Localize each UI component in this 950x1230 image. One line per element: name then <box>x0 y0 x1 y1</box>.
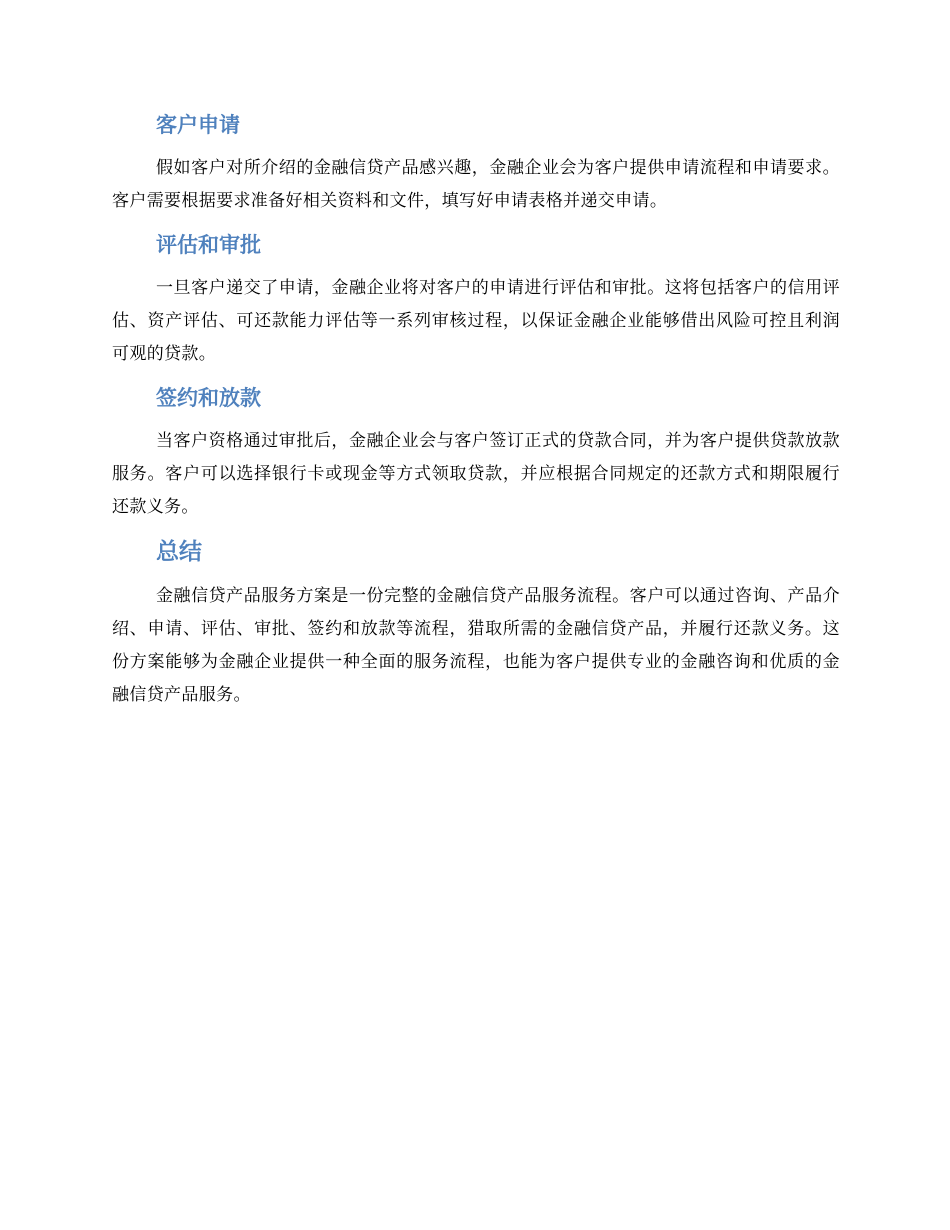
section-paragraph: 一旦客户递交了申请，金融企业将对客户的申请进行评估和审批。这将包括客户的信用评估、资产评估、可还款能力评估等一系列审核过程，以保证金融企业能够借出风险可控且利润可观的贷款。 <box>112 278 840 364</box>
section-heading: 评估和审批 <box>156 233 261 257</box>
section-paragraph: 假如客户对所介绍的金融信贷产品感兴趣，金融企业会为客户提供申请流程和申请要求。客户需要根据要求准备好相关资料和文件，填写好申请表格并递交申请。 <box>112 158 840 211</box>
section-summary <box>112 536 840 712</box>
section-heading: 签约和放款 <box>156 386 261 410</box>
section-evaluation-approval <box>112 230 840 371</box>
section-heading: 总结 <box>156 539 202 565</box>
section-signing-disbursement <box>112 383 840 524</box>
section-heading: 客户申请 <box>156 113 240 137</box>
section-customer-application <box>112 110 840 218</box>
section-paragraph: 当客户资格通过审批后，金融企业会与客户签订正式的贷款合同，并为客户提供贷款放款服务。客户可以选择银行卡或现金等方式领取贷款，并应根据合同规定的还款方式和期限履行还款义务。 <box>112 431 840 517</box>
section-paragraph: 金融信贷产品服务方案是一份完整的金融信贷产品服务流程。客户可以通过咨询、产品介绍、申请、评估、审批、签约和放款等流程，猎取所需的金融信贷产品，并履行还款义务。这份方案能够为金融企业提供一种全面的服务流程，也能为客户提供专业的金融咨询和优质的金融信贷产品服务。 <box>112 586 840 705</box>
